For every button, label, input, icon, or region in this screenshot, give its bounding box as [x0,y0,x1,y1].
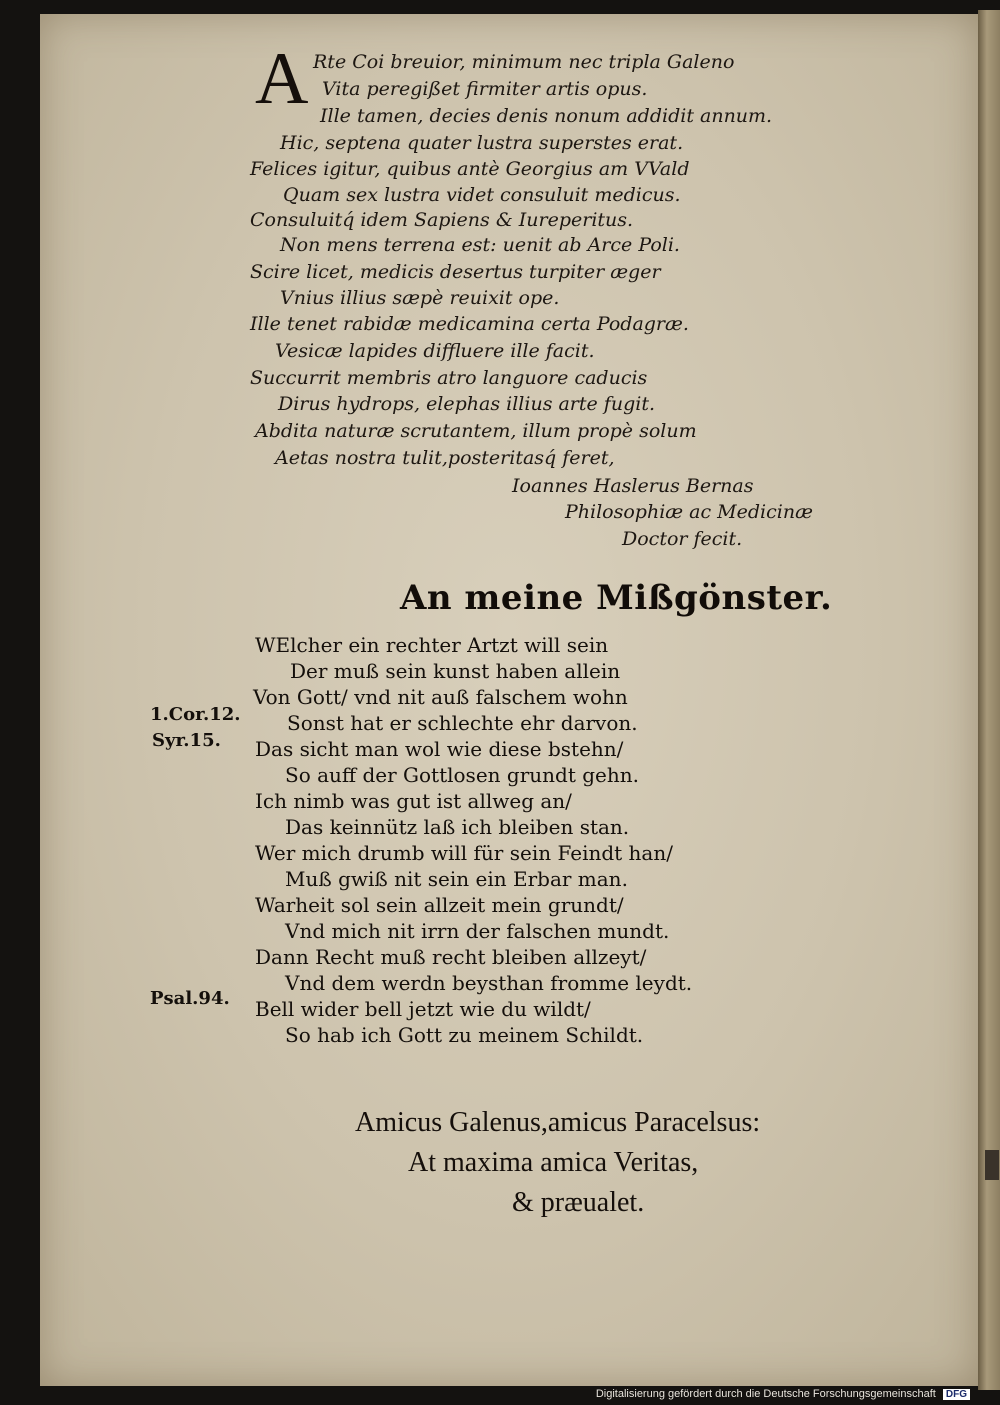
epigram-line: Felices igitur, quibus antè Georgius am VVald [250,158,690,180]
poem-line: Sonst hat er schlechte ehr darvon. [287,711,638,735]
epigram-line: Succurrit membris atro languore caducis [250,367,648,389]
signature-line: Ioannes Haslerus Bernas [512,475,754,497]
poem-line: So hab ich Gott zu meinem Schildt. [285,1023,644,1047]
poem-line: Ich nimb was gut ist allweg an/ [255,789,572,813]
epigram-line: Vnius illius sæpè reuixit ope. [280,287,560,309]
poem-line: Von Gott/ vnd nit auß falschem wohn [253,685,628,709]
poem-line: Wer mich drumb will für sein Feindt han/ [255,841,673,865]
poem-line: So auff der Gottlosen grundt gehn. [285,763,639,787]
motto-line: & præualet. [512,1187,645,1218]
poem-line: Vnd mich nit irrn der falschen mundt. [285,919,670,943]
epigram-line: Scire licet, medicis desertus turpiter æger [250,261,661,283]
poem-line: Vnd dem werdn beysthan fromme leydt. [285,971,693,995]
scripture-reference: 1.Cor.12. [150,704,241,725]
dfg-logo: DFG [943,1389,970,1400]
epigram-line: Rte Coi breuior, minimum nec tripla Galeno [313,51,735,73]
poem-line: Das sicht man wol wie diese bstehn/ [255,737,624,761]
poem-title: An meine Mißgönster. [400,578,833,618]
motto-line: Amicus Galenus,amicus Paracelsus: [355,1107,761,1138]
poem-line: Warheit sol sein allzeit mein grundt/ [255,893,624,917]
funding-text: Digitalisierung gefördert durch die Deutsche Forschungsgemeinschaft [595,1388,936,1400]
epigram-line: Ille tenet rabidæ medicamina certa Podagræ. [250,313,689,335]
epigram-line: Aetas nostra tulit,posteritasq́ feret, [275,447,615,469]
epigram-line: Ille tamen, decies denis nonum addidit annum. [320,105,773,127]
epigram-line: Vita peregißet firmiter artis opus. [322,78,648,100]
motto-line: At maxima amica Veritas, [408,1147,699,1178]
scripture-reference: Psal.94. [150,988,230,1009]
funding-footer [596,1388,970,1400]
poem-line: Dann Recht muß recht bleiben allzeyt/ [255,945,647,969]
drop-cap-initial: A [255,38,309,120]
poem-line: Das keinnütz laß ich bleiben stan. [285,815,630,839]
epigram-line: Non mens terrena est: uenit ab Arce Poli. [280,234,680,256]
scripture-reference: Syr.15. [152,730,221,751]
epigram-line: Consuluitq́ idem Sapiens & Iureperitus. [250,209,634,231]
signature-line: Philosophiæ ac Medicinæ [565,501,813,523]
signature-line: Doctor fecit. [622,528,743,550]
poem-line: Bell wider bell jetzt wie du wildt/ [255,997,591,1021]
epigram-line: Quam sex lustra videt consuluit medicus. [283,184,681,206]
poem-line: Der muß sein kunst haben allein [290,659,621,683]
poem-line: Muß gwiß nit sein ein Erbar man. [285,867,628,891]
poem-line: WElcher ein rechter Artzt will sein [255,633,609,657]
epigram-line: Hic, septena quater lustra superstes erat. [280,132,684,154]
epigram-line: Abdita naturæ scrutantem, illum propè solum [255,420,697,442]
epigram-line: Vesicæ lapides diffluere ille facit. [275,340,595,362]
epigram-line: Dirus hydrops, elephas illius arte fugit. [278,393,655,415]
